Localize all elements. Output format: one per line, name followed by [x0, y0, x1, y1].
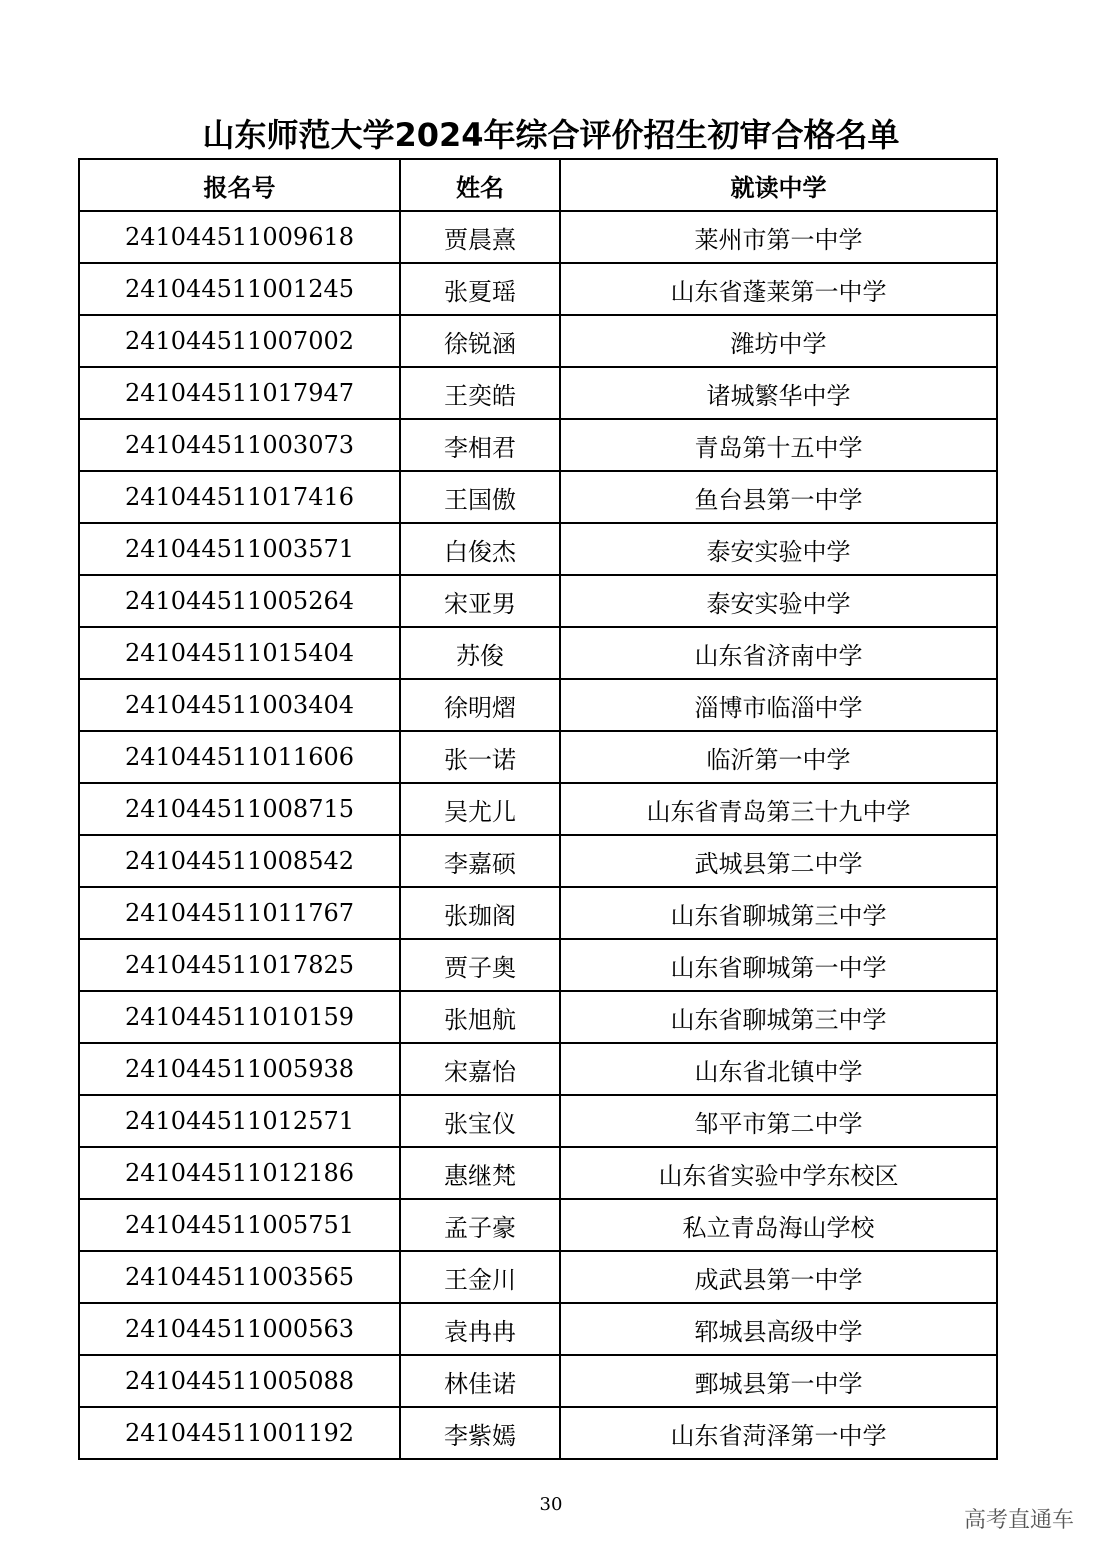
admission-list-table: [78, 158, 998, 1460]
table-row: [79, 575, 997, 627]
table-row: [79, 783, 997, 835]
table-row: [79, 627, 997, 679]
student-name-cell: 宋亚男: [400, 575, 560, 627]
student-name-cell: 林佳诺: [400, 1355, 560, 1407]
table-row: [79, 1407, 997, 1459]
table-row: [79, 419, 997, 471]
registration-number-cell: 241044511012571: [79, 1095, 400, 1147]
school-cell: 成武县第一中学: [560, 1251, 997, 1303]
table-row: [79, 1199, 997, 1251]
table-row: [79, 523, 997, 575]
registration-number-cell: 241044511005088: [79, 1355, 400, 1407]
student-name-cell: 贾子奥: [400, 939, 560, 991]
school-cell: 山东省济南中学: [560, 627, 997, 679]
school-cell: 山东省聊城第三中学: [560, 991, 997, 1043]
school-cell: 泰安实验中学: [560, 523, 997, 575]
student-name-cell: 张一诺: [400, 731, 560, 783]
table-row: [79, 679, 997, 731]
student-name-cell: 贾晨熹: [400, 211, 560, 263]
registration-number-cell: 241044511003404: [79, 679, 400, 731]
table-row: [79, 367, 997, 419]
school-cell: 临沂第一中学: [560, 731, 997, 783]
header-registration-number: 报名号: [79, 159, 400, 211]
registration-number-cell: 241044511008715: [79, 783, 400, 835]
table-row: [79, 887, 997, 939]
student-name-cell: 惠继梵: [400, 1147, 560, 1199]
student-name-cell: 徐锐涵: [400, 315, 560, 367]
registration-number-cell: 241044511015404: [79, 627, 400, 679]
student-name-cell: 宋嘉怡: [400, 1043, 560, 1095]
school-cell: 山东省实验中学东校区: [560, 1147, 997, 1199]
school-cell: 莱州市第一中学: [560, 211, 997, 263]
registration-number-cell: 241044511001245: [79, 263, 400, 315]
table-row: [79, 1043, 997, 1095]
student-name-cell: 王金川: [400, 1251, 560, 1303]
school-cell: 山东省聊城第一中学: [560, 939, 997, 991]
table-row: [79, 731, 997, 783]
student-name-cell: 张珈阁: [400, 887, 560, 939]
student-name-cell: 李相君: [400, 419, 560, 471]
school-cell: 山东省聊城第三中学: [560, 887, 997, 939]
registration-number-cell: 241044511009618: [79, 211, 400, 263]
school-cell: 山东省北镇中学: [560, 1043, 997, 1095]
document-title: 山东师范大学2024年综合评价招生初审合格名单: [202, 116, 900, 154]
registration-number-cell: 241044511008542: [79, 835, 400, 887]
header-name: 姓名: [400, 159, 560, 211]
school-cell: 潍坊中学: [560, 315, 997, 367]
school-cell: 山东省蓬莱第一中学: [560, 263, 997, 315]
student-name-cell: 王奕皓: [400, 367, 560, 419]
student-name-cell: 白俊杰: [400, 523, 560, 575]
school-cell: 山东省青岛第三十九中学: [560, 783, 997, 835]
student-name-cell: 张夏瑶: [400, 263, 560, 315]
school-cell: 鄄城县第一中学: [560, 1355, 997, 1407]
school-cell: 山东省菏泽第一中学: [560, 1407, 997, 1459]
table-row: [79, 835, 997, 887]
table-row: [79, 211, 997, 263]
table-body: [79, 211, 997, 1459]
school-cell: 武城县第二中学: [560, 835, 997, 887]
school-cell: 泰安实验中学: [560, 575, 997, 627]
registration-number-cell: 241044511005938: [79, 1043, 400, 1095]
registration-number-cell: 241044511017947: [79, 367, 400, 419]
table-row: [79, 1147, 997, 1199]
school-cell: 青岛第十五中学: [560, 419, 997, 471]
registration-number-cell: 241044511003565: [79, 1251, 400, 1303]
table-row: [79, 315, 997, 367]
school-cell: 郓城县高级中学: [560, 1303, 997, 1355]
registration-number-cell: 241044511001192: [79, 1407, 400, 1459]
table-row: [79, 1355, 997, 1407]
registration-number-cell: 241044511005264: [79, 575, 400, 627]
registration-number-cell: 241044511012186: [79, 1147, 400, 1199]
table-row: [79, 939, 997, 991]
school-cell: 鱼台县第一中学: [560, 471, 997, 523]
table-row: [79, 991, 997, 1043]
registration-number-cell: 241044511011606: [79, 731, 400, 783]
header-school: 就读中学: [560, 159, 997, 211]
student-name-cell: 袁冉冉: [400, 1303, 560, 1355]
student-name-cell: 孟子豪: [400, 1199, 560, 1251]
table-header-row: [79, 159, 997, 211]
student-name-cell: 徐明熠: [400, 679, 560, 731]
registration-number-cell: 241044511003571: [79, 523, 400, 575]
registration-number-cell: 241044511011767: [79, 887, 400, 939]
student-name-cell: 吴尤儿: [400, 783, 560, 835]
registration-number-cell: 241044511017825: [79, 939, 400, 991]
page-number: 30: [539, 1494, 563, 1515]
school-cell: 诸城繁华中学: [560, 367, 997, 419]
table-row: [79, 1251, 997, 1303]
table-row: [79, 1303, 997, 1355]
student-name-cell: 苏俊: [400, 627, 560, 679]
registration-number-cell: 241044511010159: [79, 991, 400, 1043]
table-row: [79, 471, 997, 523]
registration-number-cell: 241044511003073: [79, 419, 400, 471]
school-cell: 淄博市临淄中学: [560, 679, 997, 731]
registration-number-cell: 241044511017416: [79, 471, 400, 523]
table-row: [79, 263, 997, 315]
registration-number-cell: 241044511005751: [79, 1199, 400, 1251]
watermark: 高考直通车: [963, 1508, 1074, 1533]
school-cell: 私立青岛海山学校: [560, 1199, 997, 1251]
registration-number-cell: 241044511000563: [79, 1303, 400, 1355]
student-name-cell: 张宝仪: [400, 1095, 560, 1147]
table-row: [79, 1095, 997, 1147]
registration-number-cell: 241044511007002: [79, 315, 400, 367]
student-name-cell: 张旭航: [400, 991, 560, 1043]
student-name-cell: 李紫嫣: [400, 1407, 560, 1459]
school-cell: 邹平市第二中学: [560, 1095, 997, 1147]
student-name-cell: 王国傲: [400, 471, 560, 523]
student-name-cell: 李嘉硕: [400, 835, 560, 887]
